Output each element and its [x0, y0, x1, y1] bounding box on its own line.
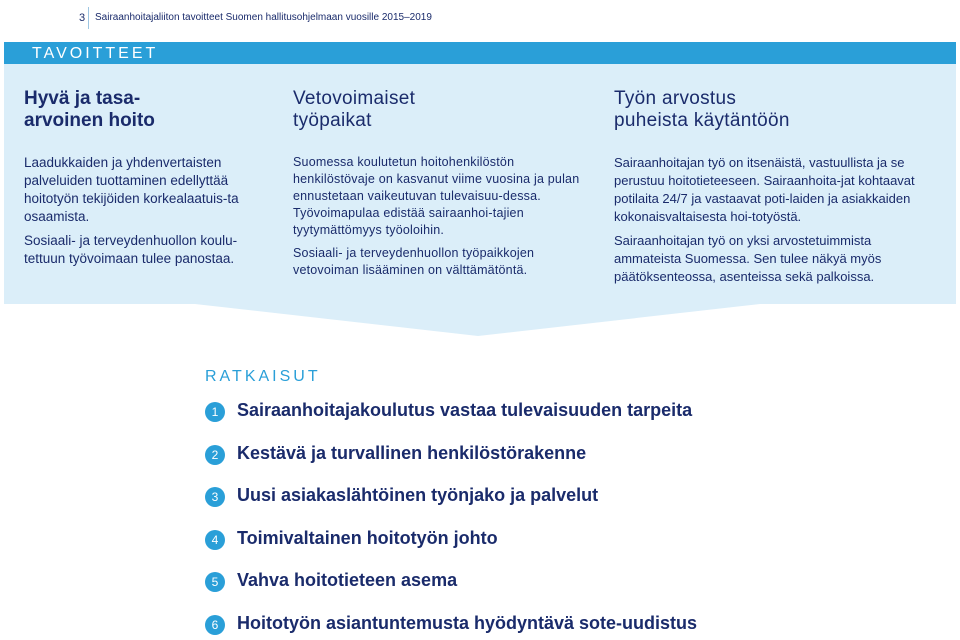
solutions-heading: RATKAISUT — [205, 368, 321, 385]
goal-column-3 — [614, 88, 929, 292]
goal-column-2 — [293, 88, 583, 285]
page-number: 3 — [79, 12, 86, 24]
goals-banner — [4, 42, 956, 64]
solution-text: Hoitotyön asiantuntemusta hyödyntävä sote-uudistus — [237, 613, 698, 633]
goal-paragraph: Sairaanhoitajan työ on yksi arvostetuimmista ammateista Suomessa. Sen tulee näkyä myös päätöksenteossa, asenteissa sekä palkoissa. — [614, 233, 882, 284]
page-header — [0, 0, 960, 38]
goal-paragraph: Suomessa koulutetun hoitohenkilöstön henkilöstövaje on kasvanut viime vuosina ja pulan ennustetaan vaikeutuvan tulevaisuu-dessa. Työvoimapulaa edistää sairaanhoi-tajien tyytymättömyys työoloihin. — [293, 155, 580, 237]
goal-title: Työn arvostus puheista käytäntöön — [614, 88, 790, 131]
solution-text: Vahva hoitotieteen asema — [237, 570, 458, 590]
solution-text: Uusi asiakaslähtöinen työnjako ja palvelut — [237, 485, 599, 505]
goal-paragraph: Sosiaali- ja terveydenhuollon koulu-tettuun työvoimaan tulee panostaa. — [24, 233, 238, 266]
number-badge: 5 — [205, 572, 225, 592]
header-divider — [88, 7, 89, 29]
goal-column-1 — [24, 88, 269, 274]
goal-paragraph: Sosiaali- ja terveydenhuollon työpaikkojen vetovoiman lisääminen on välttämätöntä. — [293, 246, 535, 277]
number-badge: 3 — [205, 487, 225, 507]
solution-text: Sairaanhoitajakoulutus vastaa tulevaisuuden tarpeita — [237, 400, 693, 420]
solution-text: Kestävä ja turvallinen henkilöstörakenne — [237, 443, 587, 463]
goal-paragraph: Laadukkaiden ja yhdenvertaisten palveluiden tuottaminen edellyttää hoitotyön tekijöiden korkealaatuis-ta osaamista. — [24, 155, 239, 224]
goal-paragraph: Sairaanhoitajan työ on itsenäistä, vastuullista ja se perustuu hoitotieteeseen. Sairaanhoita-jat kohtaavat potilaita 24/7 ja vastaavat poti-laiden ja asiakkaiden kokonaisvaltaisesta hoi-totyöstä. — [614, 155, 915, 224]
number-badge: 4 — [205, 530, 225, 550]
goal-title: Vetovoimaiset työpaikat — [293, 88, 416, 131]
number-badge: 2 — [205, 445, 225, 465]
goal-title: Hyvä ja tasa- arvoinen hoito — [24, 88, 155, 131]
panel-arrow-shape — [0, 304, 960, 344]
number-badge: 1 — [205, 402, 225, 422]
document-title: Sairaanhoitajaliiton tavoitteet Suomen hallitusohjelmaan vuosille 2015–2019 — [95, 12, 432, 23]
solution-text: Toimivaltainen hoitotyön johto — [237, 528, 498, 548]
number-badge: 6 — [205, 615, 225, 635]
goals-heading: TAVOITTEET — [32, 45, 159, 62]
